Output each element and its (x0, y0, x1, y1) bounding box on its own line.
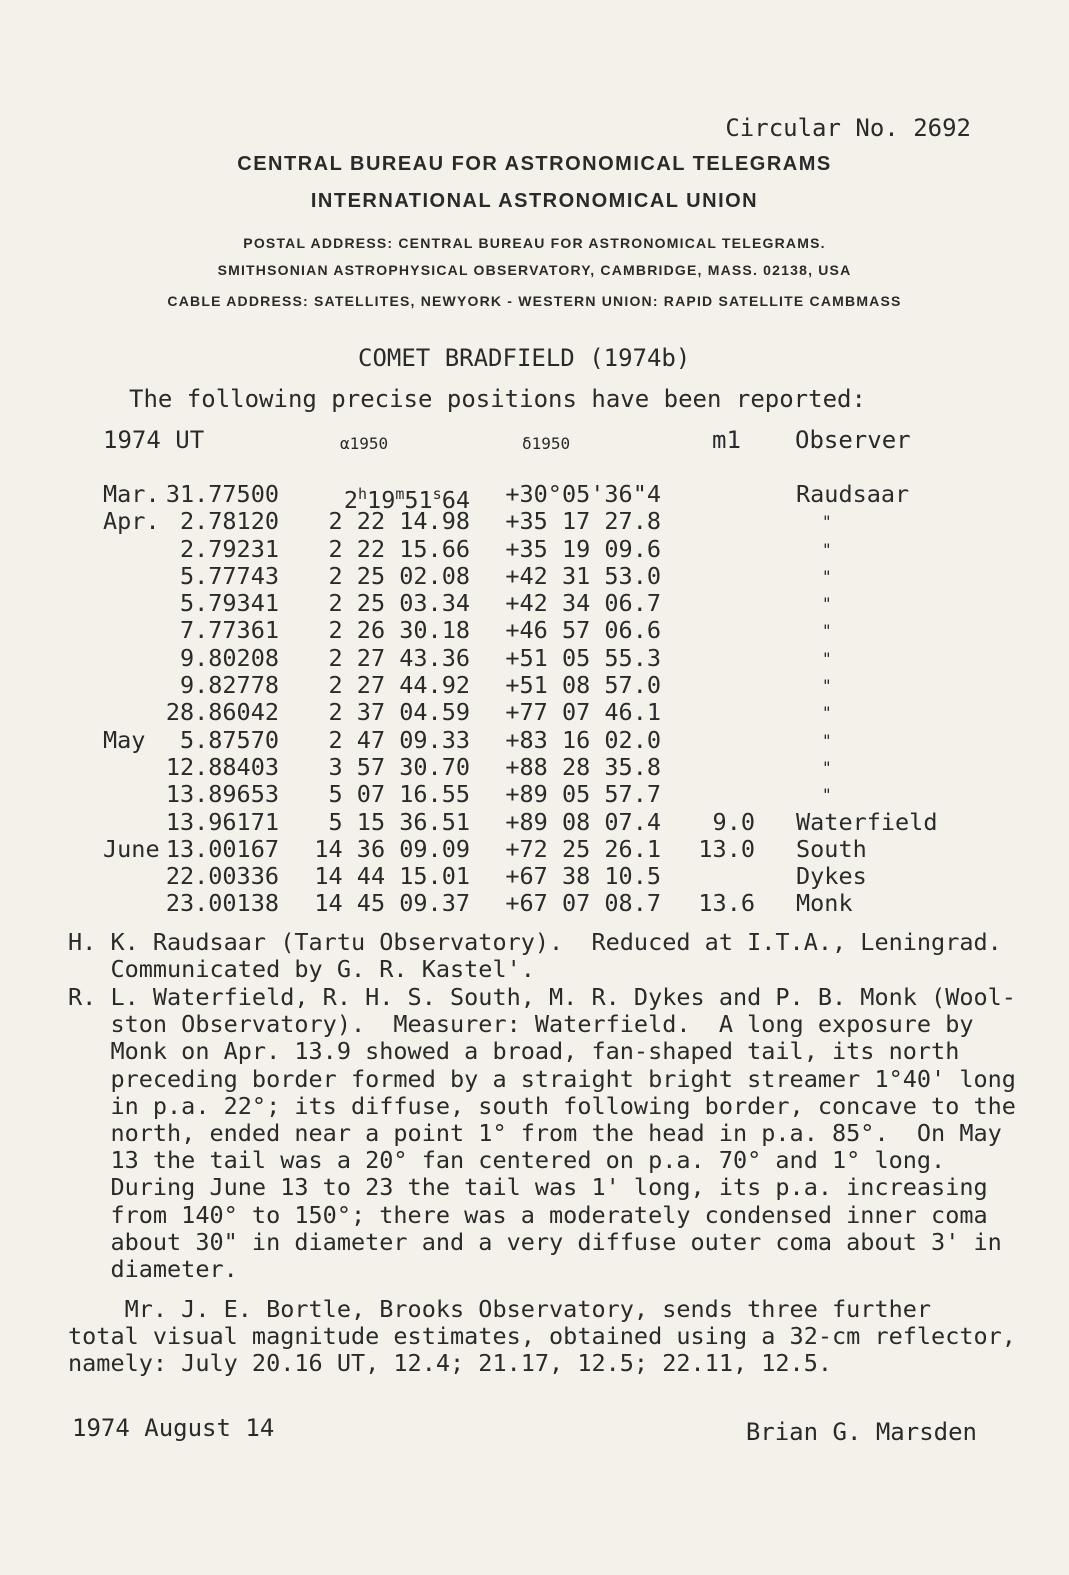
row-dec: +83 16 02.0 (505, 725, 661, 754)
table-row (0, 617, 1069, 644)
row-time: 13.89653 (165, 780, 279, 809)
row-observer: South (796, 834, 867, 863)
row-time: 2.78120 (179, 507, 279, 536)
col-header-dec: δ1950 (522, 434, 571, 453)
circular-number: Circular No. 2692 (725, 114, 971, 142)
row-ra: 5 15 36.51 (328, 807, 470, 836)
row-month: June (103, 834, 160, 863)
col-header-ra: α1950 (340, 434, 389, 453)
row-time: 9.80208 (179, 643, 279, 672)
row-time: 2.79231 (179, 534, 279, 563)
row-observer: " (822, 703, 832, 723)
row-dec: +67 38 10.5 (505, 862, 661, 891)
row-ra: 2 47 09.33 (328, 725, 470, 754)
row-mag: 13.6 (698, 889, 755, 918)
row-ra: 2 22 15.66 (328, 534, 470, 563)
row-month: Mar. (103, 480, 160, 508)
row-time: 7.77361 (179, 616, 279, 645)
row-month: Apr. (103, 507, 160, 536)
row-ra: 14 45 09.37 (314, 889, 470, 918)
table-row (0, 754, 1069, 781)
row-ra: 2 25 03.34 (328, 589, 470, 618)
note-bortle: Mr. J. E. Bortle, Brooks Observatory, sends three further total visual magnitude estimates, obtained using a 32-cm reflector, namely: July 20.16 UT, 12.4; 21.17, 12.5; 22.11, 12.5. (68, 1295, 1016, 1378)
row-observer: " (822, 512, 832, 532)
row-dec: +88 28 35.8 (505, 752, 661, 781)
row-ra: 2$^h$19$^m$51$^s$64 (343, 485, 470, 514)
row-dec: +72 25 26.1 (505, 834, 661, 863)
row-observer: " (822, 594, 832, 614)
row-observer: Raudsaar (796, 480, 910, 508)
table-row (0, 699, 1069, 726)
row-ra: 14 44 15.01 (314, 862, 470, 891)
row-time: 13.96171 (165, 807, 279, 836)
signature: Brian G. Marsden (745, 1418, 977, 1446)
row-time: 13.00167 (165, 834, 279, 863)
col-header-mag: m1 (712, 426, 741, 454)
note-waterfield: R. L. Waterfield, R. H. S. South, M. R. Dykes and P. B. Monk (Wool- ston Observatory). Measurer: Waterfield. A long exposure by Monk on Apr. 13.9 showed a broad, fan-shaped tail, its north preceding border formed by a straight bright streamer 1°40' long in p.a. 22°; its diffuse, south following border, concave to the north, ended near a point 1° from the head in p.a. 85°. On May 13 the tail was a 20° fan centered on p.a. 70° and 1° long. During June 13 to 23 the tail was 1' long, its p.a. increasing from 140° to 150°; there was a moderately condensed inner coma about 30" in diameter and a very diffuse outer coma about 3' in diameter. (68, 983, 1016, 1284)
row-ra: 2 25 02.08 (328, 561, 470, 590)
row-observer: " (822, 785, 832, 805)
row-time: 5.87570 (179, 725, 279, 754)
postal-address-line-1: POSTAL ADDRESS: CENTRAL BUREAU FOR ASTRONOMICAL TELEGRAMS. (243, 235, 826, 251)
table-row (0, 508, 1069, 535)
row-ra: 2 22 14.98 (328, 507, 470, 536)
postal-address-line-2: SMITHSONIAN ASTROPHYSICAL OBSERVATORY, CAMBRIDGE, MASS. 02138, USA (217, 262, 852, 278)
row-dec: +77 07 46.1 (505, 698, 661, 727)
row-observer: " (822, 730, 832, 750)
row-dec: +42 34 06.7 (505, 589, 661, 618)
intro-text: The following precise positions have been reported: (129, 385, 866, 413)
table-row (0, 727, 1069, 754)
row-observer: Monk (796, 889, 853, 918)
row-ra: 5 07 16.55 (328, 780, 470, 809)
union-heading: INTERNATIONAL ASTRONOMICAL UNION (310, 190, 759, 212)
row-dec: +46 57 06.6 (505, 616, 661, 645)
cable-address: CABLE ADDRESS: SATELLITES, NEWYORK - WESTERN UNION: RAPID SATELLITE CAMBMASS (167, 293, 902, 309)
row-dec: +35 17 27.8 (505, 507, 661, 536)
bureau-heading: CENTRAL BUREAU FOR ASTRONOMICAL TELEGRAMS (237, 153, 832, 175)
issue-date: 1974 August 14 (72, 1414, 275, 1442)
row-dec: +35 19 09.6 (505, 534, 661, 563)
row-time: 9.82778 (179, 671, 279, 700)
col-header-observer: Observer (795, 426, 911, 454)
row-ra: 14 36 09.09 (314, 834, 470, 863)
table-row (0, 645, 1069, 672)
row-time: 31.77500 (165, 480, 279, 508)
row-time: 5.79341 (179, 589, 279, 618)
row-mag: 9.0 (712, 807, 755, 836)
row-ra: 2 27 44.92 (328, 671, 470, 700)
table-row (0, 890, 1069, 917)
note-raudsaar: H. K. Raudsaar (Tartu Observatory). Reduced at I.T.A., Leningrad. Communicated by G. R. Kastel'. (68, 928, 1002, 984)
row-observer: " (822, 676, 832, 696)
row-observer: " (822, 648, 832, 668)
row-ra: 2 26 30.18 (328, 616, 470, 645)
row-ra: 2 27 43.36 (328, 643, 470, 672)
table-row (0, 536, 1069, 563)
row-time: 23.00138 (165, 889, 279, 918)
table-row (0, 480, 1069, 514)
row-dec: +67 07 08.7 (505, 889, 661, 918)
table-row (0, 781, 1069, 808)
col-header-time: 1974 UT (103, 426, 205, 454)
row-dec: +51 08 57.0 (505, 671, 661, 700)
table-row (0, 863, 1069, 890)
row-observer: " (822, 757, 832, 777)
table-row (0, 836, 1069, 863)
row-observer: " (822, 566, 832, 586)
table-row (0, 590, 1069, 617)
row-dec: +51 05 55.3 (505, 643, 661, 672)
table-row (0, 809, 1069, 836)
row-observer: Dykes (796, 862, 867, 891)
row-time: 22.00336 (165, 862, 279, 891)
row-dec: +89 08 07.4 (505, 807, 661, 836)
row-time: 12.88403 (165, 752, 279, 781)
row-observer: " (822, 539, 832, 559)
row-time: 5.77743 (179, 561, 279, 590)
row-month: May (103, 725, 146, 754)
row-ra: 2 37 04.59 (328, 698, 470, 727)
table-row (0, 563, 1069, 590)
row-dec: +89 05 57.7 (505, 780, 661, 809)
row-dec: +30°05'36"4 (505, 480, 661, 508)
table-row (0, 672, 1069, 699)
row-dec: +42 31 53.0 (505, 561, 661, 590)
comet-title: COMET BRADFIELD (1974b) (358, 344, 691, 372)
row-observer: Waterfield (796, 807, 938, 836)
row-observer: " (822, 621, 832, 641)
row-mag: 13.0 (698, 834, 755, 863)
positions-table (0, 481, 1069, 918)
row-time: 28.86042 (165, 698, 279, 727)
row-ra: 3 57 30.70 (328, 752, 470, 781)
